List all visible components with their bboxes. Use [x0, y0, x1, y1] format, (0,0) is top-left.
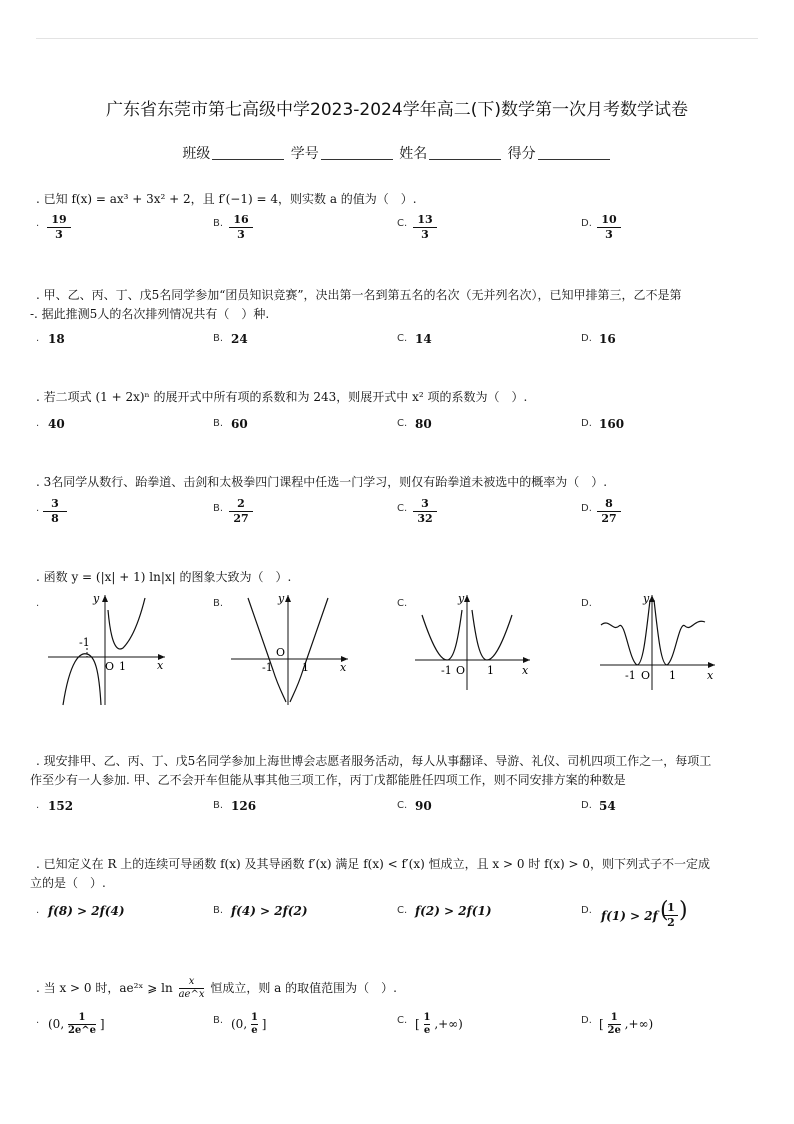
question-2-stem-cont: -. 据此推测5人的名次排列情况共有（ ）种.	[30, 307, 270, 321]
q2-option-c[interactable]: 14	[415, 332, 432, 346]
q1-option-c-fraction[interactable]: $\frac{13}{3}$	[413, 213, 437, 242]
q6-option-b[interactable]: 126	[231, 799, 257, 813]
q5-graph-a[interactable]	[45, 590, 170, 710]
name-label: 姓名	[399, 146, 428, 162]
q8-option-a[interactable]: (0, $\frac{1}{2e\^{}e}$ ]	[48, 1012, 105, 1036]
q1-option-a-fraction[interactable]: $\frac{19}{3}$	[47, 213, 71, 242]
q3-option-c[interactable]: 80	[415, 417, 432, 431]
q6-option-b-label: B.	[213, 800, 224, 811]
q2-option-c-label: C.	[397, 333, 408, 344]
question-4-stem: . 3名同学从数行、跆拳道、击剑和太极拳四门课程中任选一门学习，则仅有跆拳道未被选中的概率为（ ）.	[36, 475, 608, 489]
q2-option-b[interactable]: 24	[231, 332, 248, 346]
q8-option-d[interactable]: [ $\frac{1}{2e}$ ,+∞)	[599, 1012, 654, 1036]
q4-option-d-fraction[interactable]: $\frac{8}{27}$	[597, 497, 621, 526]
graph-d-origin: O	[641, 669, 651, 682]
q1-option-b-label: B.	[213, 218, 224, 229]
question-5-stem: . 函数 y = (|x| + 1) ln|x| 的图象大致为（ ）.	[36, 570, 292, 584]
q1-option-a-label: .	[36, 218, 40, 229]
question-7-stem-cont: 立的是（ ）.	[30, 876, 106, 890]
q5-graph-d[interactable]	[597, 590, 722, 710]
graph-d-tick-neg1: -1	[625, 669, 636, 682]
q3-option-a[interactable]: 40	[48, 417, 65, 431]
graph-a-origin: O	[105, 660, 115, 673]
q8-option-c-label: C.	[397, 1015, 408, 1026]
q5-option-a-label: .	[36, 598, 40, 609]
q5-graph-b[interactable]	[228, 590, 353, 710]
q6-option-a[interactable]: 152	[48, 799, 74, 813]
graph-b-x-label: x	[340, 661, 347, 674]
graph-b-tick-neg1: -1	[262, 661, 273, 674]
q6-option-a-label: .	[36, 800, 40, 811]
q3-option-d-label: D.	[581, 418, 592, 429]
q5-option-d-label: D.	[581, 598, 592, 609]
q2-option-b-label: B.	[213, 333, 224, 344]
q4-option-d-label: D.	[581, 503, 592, 514]
q1-option-d-fraction[interactable]: $\frac{10}{3}$	[597, 213, 621, 242]
q6-option-c[interactable]: 90	[415, 799, 432, 813]
score-label: 得分	[507, 146, 536, 162]
q4-option-b-fraction[interactable]: $\frac{2}{27}$	[229, 497, 253, 526]
graph-b-origin: O	[276, 646, 286, 659]
q7-option-c[interactable]: f(2) > 2f(1)	[415, 904, 492, 918]
q4-option-c-label: C.	[397, 503, 408, 514]
q5-option-c-label: C.	[397, 598, 408, 609]
student-id-label: 学号	[290, 146, 319, 162]
q7-option-d-rparen: )	[679, 898, 688, 923]
q1-option-b-fraction[interactable]: $\frac{16}{3}$	[229, 213, 253, 242]
q5-option-b-label: B.	[213, 598, 224, 609]
question-2-stem: . 甲、乙、丙、丁、戊5名同学参加“团员知识竞赛”，决出第一名到第五名的名次（无并列名次），已知甲排第三，乙不是第	[36, 288, 682, 302]
q1-option-d-label: D.	[581, 218, 592, 229]
q8-stem-fraction: $\frac{x}{ae\^{}x}$	[178, 976, 205, 1000]
q6-option-d[interactable]: 54	[599, 799, 616, 813]
q4-option-a-label: .	[36, 503, 40, 514]
q3-option-a-label: .	[36, 418, 40, 429]
q7-option-b-label: B.	[213, 905, 224, 916]
name-blank[interactable]	[429, 146, 501, 160]
question-7-stem: . 已知定义在 R 上的连续可导函数 f(x) 及其导函数 f′(x) 满足 f(x) < f′(x) 恒成立，且 x > 0 时 f(x) > 0，则下列式子不一定成	[36, 857, 711, 871]
q4-option-c-fraction[interactable]: $\frac{3}{32}$	[413, 497, 437, 526]
q4-option-b-label: B.	[213, 503, 224, 514]
q7-option-d-label: D.	[581, 905, 592, 916]
class-blank[interactable]	[212, 146, 284, 160]
graph-d-x-label: x	[707, 669, 714, 682]
q7-option-a-label: .	[36, 905, 40, 916]
question-6-stem: . 现安排甲、乙、丙、丁、戊5名同学参加上海世博会志愿者服务活动，每人从事翻译、导游、礼仪、司机四项工作之一，每项工	[36, 754, 712, 768]
question-6-stem-cont: 作至少有一人参加. 甲、乙不会开车但能从事其他三项工作，丙丁戊都能胜任四项工作，则不同安排方案的种数是	[30, 773, 626, 787]
score-blank[interactable]	[538, 146, 610, 160]
class-label: 班级	[182, 146, 211, 162]
q1-option-c-label: C.	[397, 218, 408, 229]
q8-option-b[interactable]: (0, $\frac{1}{e}$ ]	[231, 1012, 267, 1036]
graph-a-y-label: y	[93, 592, 100, 605]
graph-d-y-label: y	[643, 592, 650, 605]
q2-option-d[interactable]: 16	[599, 332, 616, 346]
q3-option-c-label: C.	[397, 418, 408, 429]
q7-option-a[interactable]: f(8) > 2f(4)	[48, 904, 125, 918]
student-id-blank[interactable]	[321, 146, 393, 160]
q7-option-b[interactable]: f(4) > 2f(2)	[231, 904, 308, 918]
question-3-stem: . 若二项式 (1 + 2x)ⁿ 的展开式中所有项的系数和为 243，则展开式中 x² 项的系数为（ ）.	[36, 390, 528, 404]
graph-d-tick-1: 1	[669, 669, 676, 682]
graph-c-x-label: x	[522, 664, 529, 677]
q2-option-a[interactable]: 18	[48, 332, 65, 346]
page-title: 广东省东莞市第七高级中学2023-2024学年高二(下)数学第一次月考数学试卷	[106, 100, 688, 120]
q7-option-d[interactable]: f(1) > 2f	[601, 909, 658, 923]
q3-option-d[interactable]: 160	[599, 417, 625, 431]
graph-a-x-label: x	[157, 659, 164, 672]
q4-option-a-fraction[interactable]: $\frac{3}{8}$	[43, 497, 67, 526]
header-rule	[36, 38, 758, 39]
q5-graph-c[interactable]	[412, 590, 537, 710]
graph-c-tick-neg1: -1	[441, 664, 452, 677]
graph-b-tick-1: 1	[302, 661, 309, 674]
question-8-stem: . 当 x > 0 时，ae²ˣ ⩾ ln $\frac{x}{ae\^{}x}$ 恒成立，则 a 的取值范围为（ ）.	[36, 976, 397, 1000]
q2-option-a-label: .	[36, 333, 40, 344]
q6-option-c-label: C.	[397, 800, 408, 811]
graph-c-origin: O	[456, 664, 466, 677]
q2-option-d-label: D.	[581, 333, 592, 344]
question-1-stem: . 已知 f(x) = ax³ + 3x² + 2，且 f′(−1) = 4，则实数 a 的值为（ ）.	[36, 192, 417, 206]
q7-option-c-label: C.	[397, 905, 408, 916]
q7-option-d-lparen: (	[660, 898, 669, 923]
graph-a-tick-1: 1	[119, 660, 126, 673]
q7-option-d-fraction[interactable]: $\frac{1}{2}$	[664, 901, 678, 930]
q8-option-d-label: D.	[581, 1015, 592, 1026]
q3-option-b-label: B.	[213, 418, 224, 429]
q3-option-b[interactable]: 60	[231, 417, 248, 431]
graph-c-tick-1: 1	[487, 664, 494, 677]
q8-option-c[interactable]: [ $\frac{1}{e}$ ,+∞)	[415, 1012, 463, 1036]
graph-a-tick-neg1: -1	[79, 636, 90, 649]
student-info-row	[0, 143, 794, 163]
q8-option-b-label: B.	[213, 1015, 224, 1026]
q6-option-d-label: D.	[581, 800, 592, 811]
graph-c-y-label: y	[458, 592, 465, 605]
graph-b-y-label: y	[278, 592, 285, 605]
q8-option-a-label: .	[36, 1015, 40, 1026]
